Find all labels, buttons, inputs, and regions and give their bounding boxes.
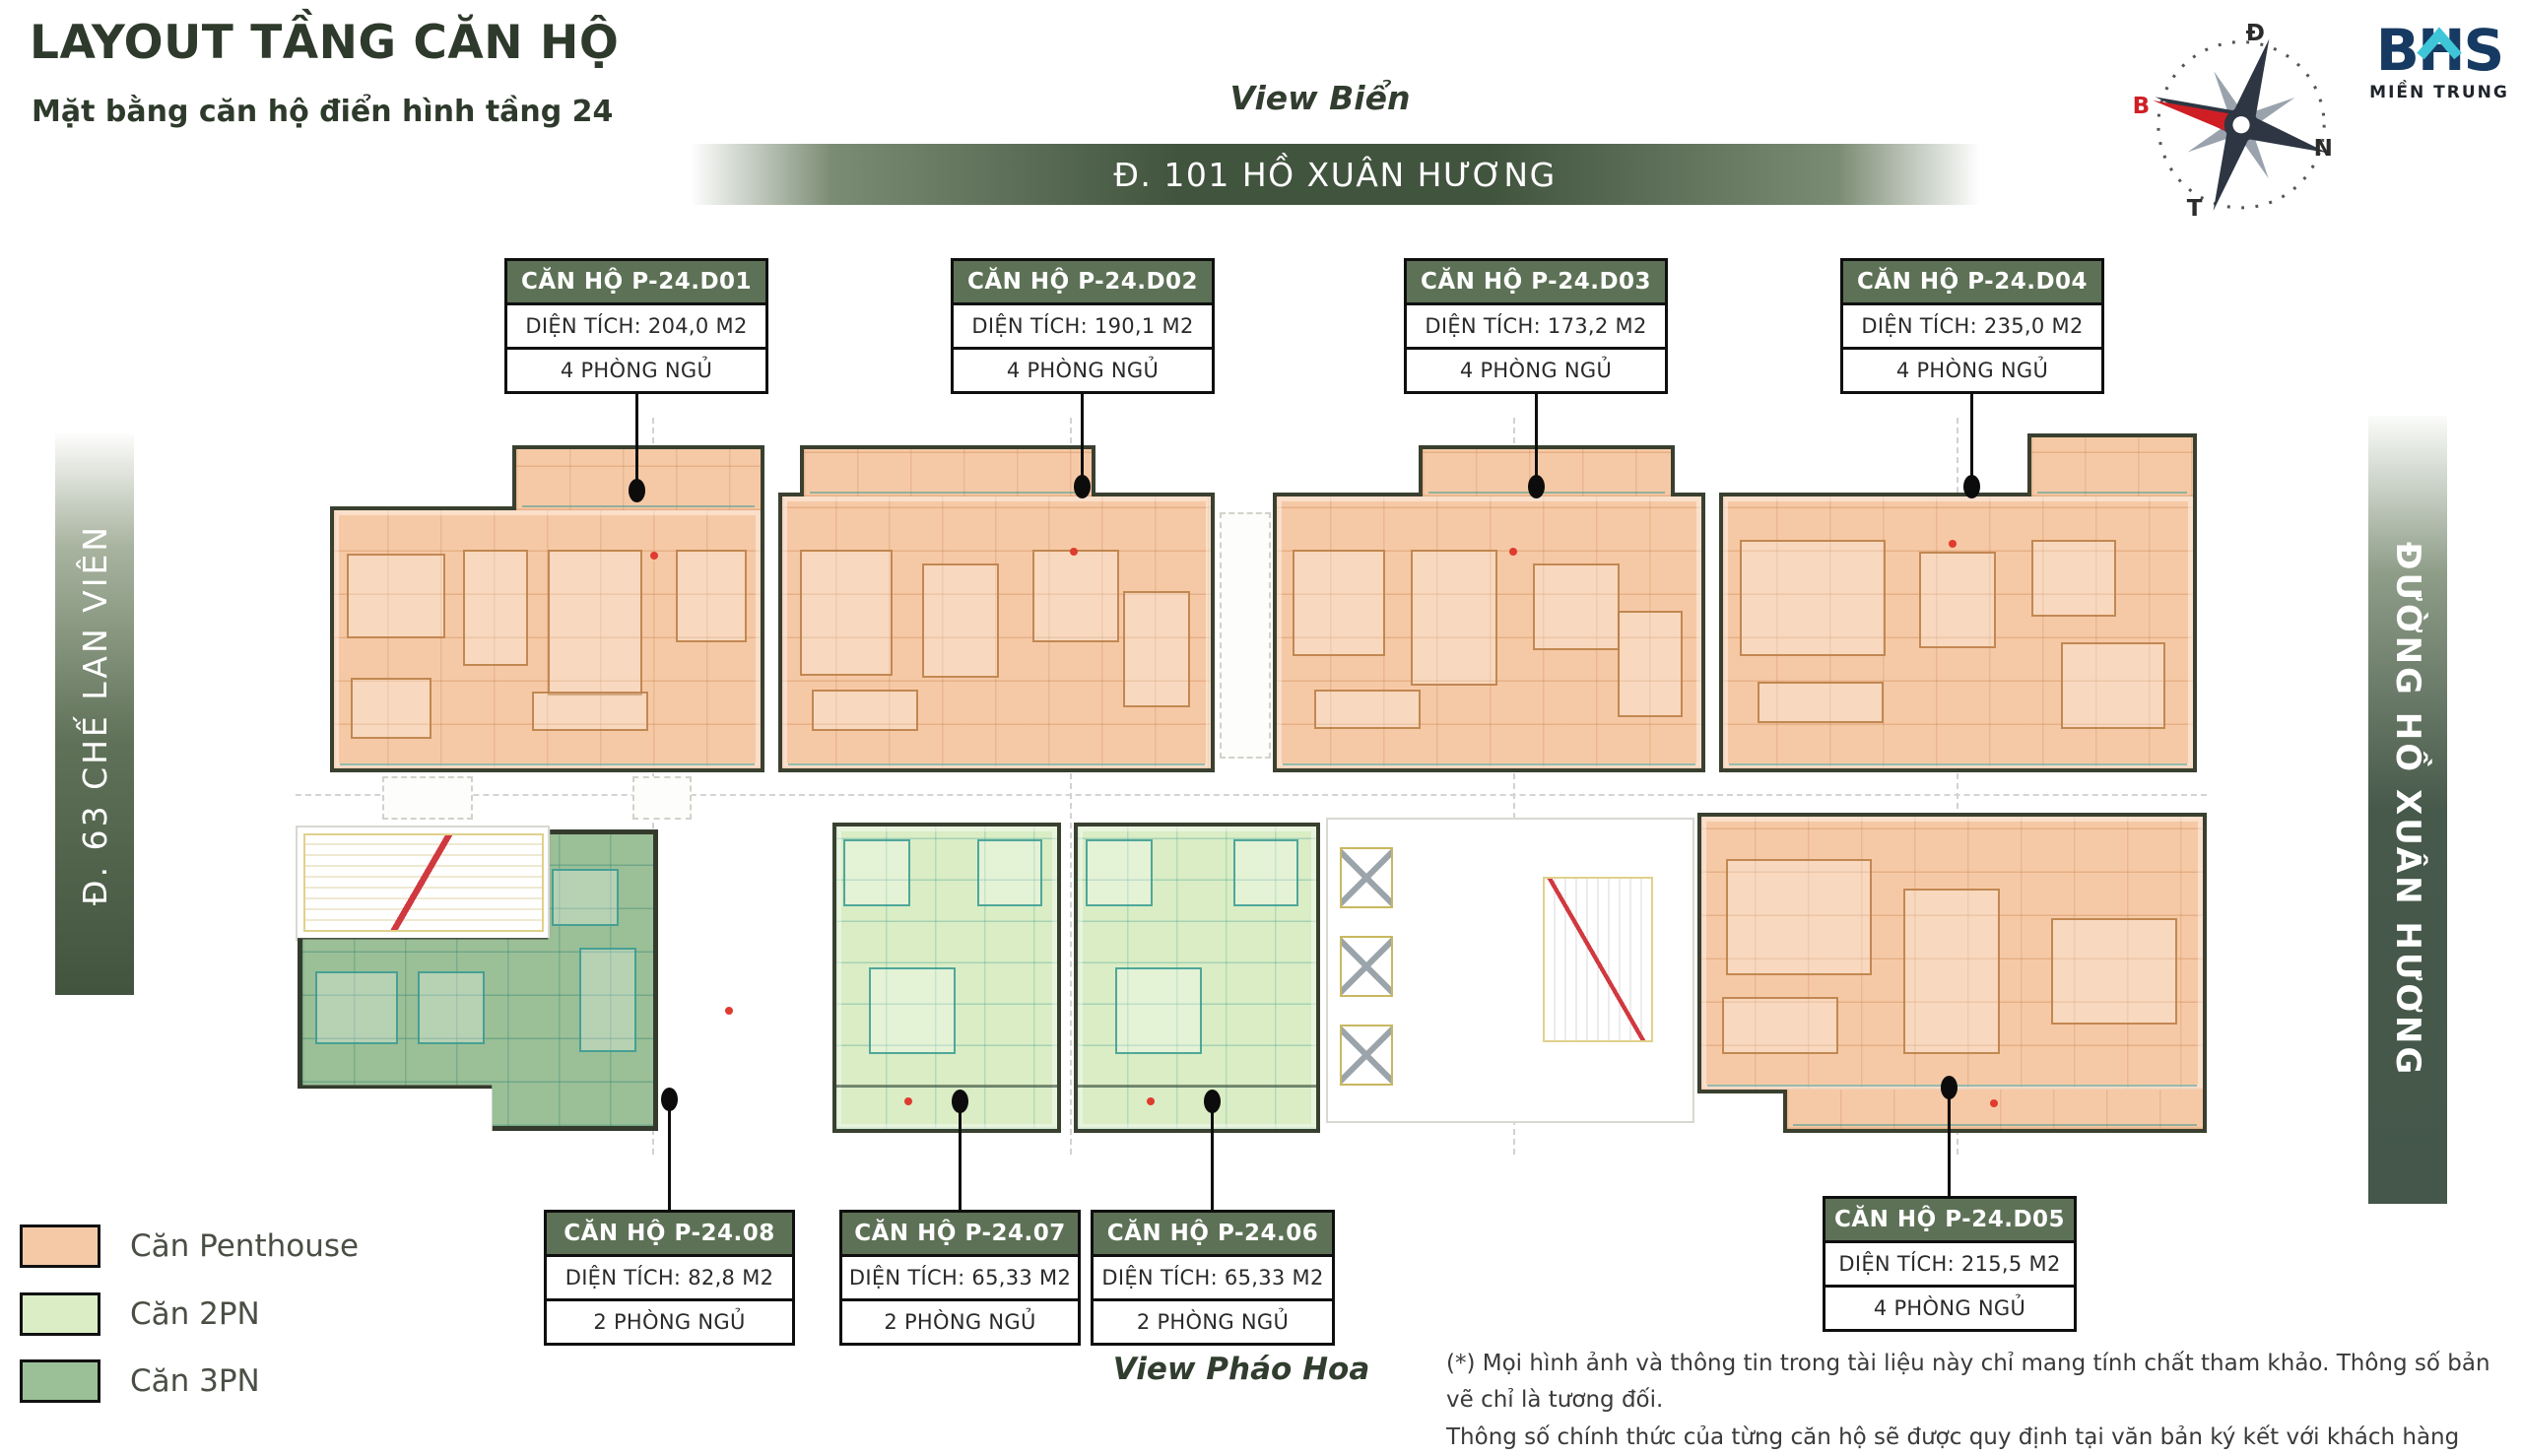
unit-block-p24d05-balcony	[1783, 1090, 2207, 1133]
compass-star-icon	[2128, 12, 2355, 227]
unit-card-title: CĂN HỘ P-24.08	[544, 1210, 795, 1257]
furniture-shape	[922, 563, 999, 678]
unit-card-title: CĂN HỘ P-24.06	[1091, 1210, 1335, 1257]
furniture-shape	[463, 550, 528, 666]
unit-dot-p2408	[661, 1088, 678, 1111]
unit-card-bedrooms: 2 PHÒNG NGỦ	[1091, 1298, 1335, 1346]
door-marker	[1147, 1097, 1155, 1105]
unit-dot-p2407	[952, 1090, 968, 1113]
corridor-void	[632, 776, 692, 820]
leader-line	[668, 1099, 671, 1210]
disclaimer	[1446, 1346, 2500, 1456]
legend-item-penthouse	[20, 1224, 359, 1268]
page-title: LAYOUT TẦNG CĂN HỘ	[30, 16, 620, 70]
bhs-logo-text: BHS	[2375, 17, 2503, 84]
unit-card-p2408	[544, 1210, 795, 1346]
view-bien-label: View Biển	[1229, 79, 1411, 117]
furniture-shape	[532, 692, 648, 731]
furniture-shape	[579, 948, 636, 1052]
legend-swatch-penthouse	[20, 1224, 100, 1268]
furniture-shape	[1618, 611, 1683, 717]
grid-line	[296, 794, 2207, 796]
legend-label: Căn 2PN	[130, 1296, 260, 1332]
compass-label-west: T	[2186, 196, 2203, 223]
leader-line	[1948, 1088, 1951, 1198]
door-marker	[1509, 548, 1517, 556]
unit-card-area: DIỆN TÍCH: 65,33 M2	[1091, 1254, 1335, 1301]
furniture-shape	[1411, 550, 1497, 686]
unit-dot-p24d02	[1074, 475, 1091, 498]
compass-rose-icon	[2128, 12, 2355, 227]
furniture-shape	[2051, 918, 2177, 1025]
page-subtitle: Mặt bằng căn hộ điển hình tầng 24	[32, 95, 614, 129]
leader-line	[1211, 1101, 1214, 1210]
elevator-core	[1326, 818, 1694, 1123]
furniture-shape	[2061, 642, 2165, 729]
unit-card-bedrooms: 4 PHÒNG NGỦ	[504, 347, 768, 394]
legend-swatch-3pn	[20, 1359, 100, 1403]
unit-block-p24d04-bump	[2027, 433, 2197, 496]
furniture-shape	[1233, 839, 1298, 906]
unit-dot-p24d03	[1528, 475, 1545, 498]
furniture-shape	[1032, 550, 1119, 642]
unit-card-p24d05	[1823, 1196, 2077, 1332]
unit-dot-p24d05	[1941, 1076, 1958, 1099]
unit-card-bedrooms: 2 PHÒNG NGỦ	[839, 1298, 1081, 1346]
furniture-shape	[1726, 859, 1872, 975]
unit-card-area: DIỆN TÍCH: 190,1 M2	[951, 302, 1215, 350]
furniture-shape	[1115, 967, 1202, 1054]
furniture-shape	[548, 550, 642, 695]
unit-gap-void	[1220, 512, 1271, 759]
street-banner-right-label: ĐƯỜNG HỒ XUÂN HƯƠNG	[2388, 542, 2427, 1078]
elevator-shaft	[1340, 847, 1393, 908]
unit-card-p24d02	[951, 258, 1215, 394]
elevator-shaft	[1340, 936, 1393, 997]
furniture-shape	[977, 839, 1042, 906]
door-marker	[1990, 1099, 1998, 1107]
street-banner-top: Đ. 101 HỒ XUÂN HƯƠNG	[690, 144, 1980, 205]
legend-item-3pn	[20, 1359, 260, 1403]
furniture-shape	[812, 690, 918, 731]
legend-item-2pn	[20, 1292, 260, 1336]
unit-card-p2407	[839, 1210, 1081, 1346]
unit-card-title: CĂN HỘ P-24.D03	[1404, 258, 1668, 305]
corridor-void	[382, 776, 473, 820]
door-marker	[650, 552, 658, 560]
street-banner-left-label: Đ. 63 CHẾ LAN VIÊN	[75, 523, 114, 905]
furniture-shape	[418, 971, 485, 1044]
unit-block-p24d03-bump	[1419, 445, 1675, 496]
leader-line	[959, 1101, 962, 1210]
door-marker	[1949, 540, 1957, 548]
door-marker	[1070, 548, 1078, 556]
unit-card-area: DIỆN TÍCH: 173,2 M2	[1404, 302, 1668, 350]
door-marker	[904, 1097, 912, 1105]
unit-card-bedrooms: 4 PHÒNG NGỦ	[1823, 1285, 2077, 1332]
unit-card-bedrooms: 4 PHÒNG NGỦ	[1404, 347, 1668, 394]
leader-line	[1081, 384, 1084, 489]
bhs-logo-wordmark	[2375, 17, 2503, 84]
elevator-shaft	[1340, 1025, 1393, 1086]
unit-card-p2406	[1091, 1210, 1335, 1346]
unit-card-title: CĂN HỘ P-24.D01	[504, 258, 768, 305]
disclaimer-line1: (*) Mọi hình ảnh và thông tin trong tài liệu này chỉ mang tính chất tham khảo. Thông số bản vẽ chỉ là tương đối.	[1446, 1351, 2490, 1414]
compass-label-north: B	[2132, 93, 2151, 119]
stairs	[1543, 877, 1653, 1042]
unit-card-title: CĂN HỘ P-24.D02	[951, 258, 1215, 305]
compass-label-east: Đ	[2245, 20, 2265, 46]
stairs	[303, 833, 544, 932]
furniture-shape	[1740, 540, 1886, 656]
unit-card-area: DIỆN TÍCH: 204,0 M2	[504, 302, 768, 350]
bhs-logo-region: MIỀN TRUNG	[2369, 83, 2509, 102]
unit-card-p24d03	[1404, 258, 1668, 394]
door-marker	[725, 1007, 733, 1015]
furniture-shape	[347, 554, 445, 638]
unit-card-bedrooms: 4 PHÒNG NGỦ	[1840, 347, 2104, 394]
unit-dot-p24d04	[1963, 475, 1980, 498]
leader-line	[1535, 384, 1538, 489]
furniture-shape	[1314, 690, 1421, 729]
furniture-shape	[552, 869, 619, 926]
legend-swatch-2pn	[20, 1292, 100, 1336]
furniture-shape	[351, 678, 431, 739]
furniture-shape	[869, 967, 956, 1054]
furniture-shape	[2031, 540, 2116, 617]
furniture-shape	[676, 550, 747, 642]
unit-card-bedrooms: 2 PHÒNG NGỦ	[544, 1298, 795, 1346]
disclaimer-line2: Thông số chính thức của từng căn hộ sẽ được quy định tại văn bản ký kết với khách hàng	[1446, 1423, 2460, 1450]
street-banner-left	[55, 433, 134, 995]
legend-label: Căn 3PN	[130, 1363, 260, 1399]
unit-card-title: CĂN HỘ P-24.D05	[1823, 1196, 2077, 1243]
unit-card-p24d04	[1840, 258, 2104, 394]
furniture-shape	[315, 971, 398, 1044]
unit-card-p24d01	[504, 258, 768, 394]
unit-card-area: DIỆN TÍCH: 82,8 M2	[544, 1254, 795, 1301]
bhs-logo	[2360, 17, 2518, 102]
furniture-shape	[1123, 591, 1190, 707]
unit-card-area: DIỆN TÍCH: 65,33 M2	[839, 1254, 1081, 1301]
unit-card-title: CĂN HỘ P-24.D04	[1840, 258, 2104, 305]
unit-card-title: CĂN HỘ P-24.07	[839, 1210, 1081, 1257]
street-banner-right	[2368, 416, 2447, 1204]
furniture-shape	[1903, 889, 2000, 1054]
furniture-shape	[843, 839, 910, 906]
unit-card-area: DIỆN TÍCH: 215,5 M2	[1823, 1240, 2077, 1288]
furniture-shape	[800, 550, 893, 676]
leader-line	[1970, 384, 1973, 489]
compass-label-south: N	[2313, 136, 2333, 163]
bhs-roof-icon	[2417, 29, 2462, 56]
furniture-shape	[1758, 682, 1884, 723]
furniture-shape	[1533, 563, 1620, 650]
unit-block-p24d02-bump	[800, 445, 1095, 496]
legend-label: Căn Penthouse	[130, 1228, 360, 1264]
furniture-shape	[1086, 839, 1153, 906]
unit-card-area: DIỆN TÍCH: 235,0 M2	[1840, 302, 2104, 350]
unit-card-bedrooms: 4 PHÒNG NGỦ	[951, 347, 1215, 394]
furniture-shape	[1919, 552, 1996, 648]
unit-dot-p2406	[1204, 1090, 1221, 1113]
furniture-shape	[1722, 997, 1838, 1054]
unit-dot-p24d01	[629, 479, 645, 502]
view-phao-hoa-label: View Pháo Hoa	[1112, 1352, 1370, 1387]
leader-line	[635, 384, 638, 493]
stair-core	[296, 826, 550, 941]
furniture-shape	[1293, 550, 1385, 656]
